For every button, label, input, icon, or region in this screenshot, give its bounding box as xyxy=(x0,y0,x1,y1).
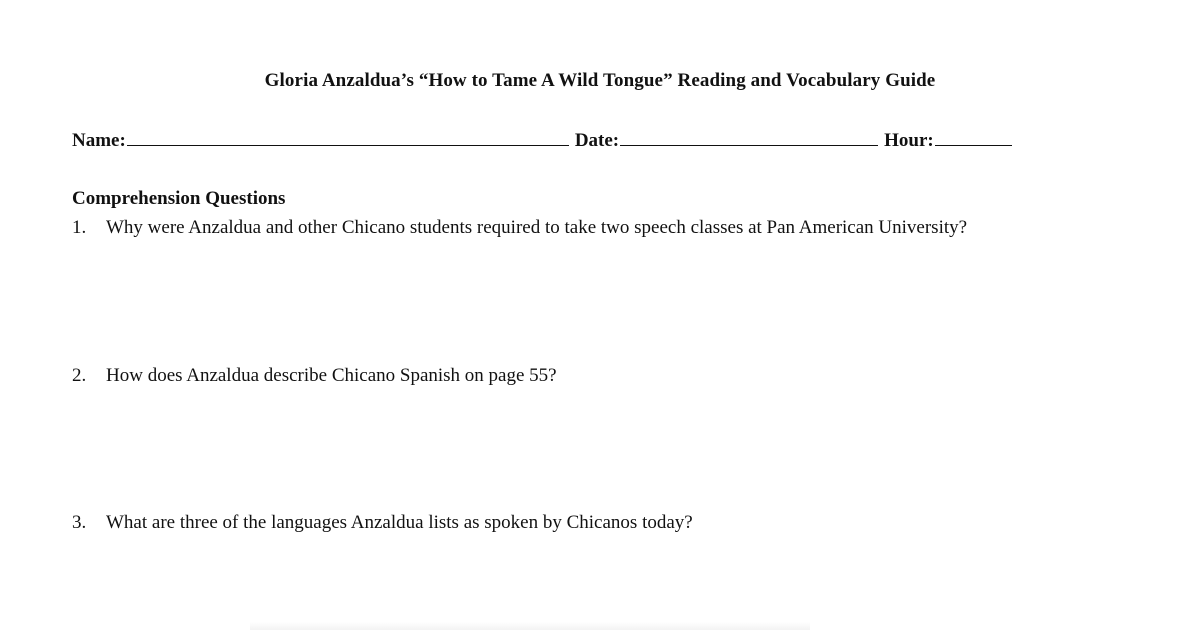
name-field xyxy=(72,129,569,152)
name-label: Name: xyxy=(72,130,126,151)
question-number: 1. xyxy=(72,217,87,238)
page-edge-fade xyxy=(250,622,810,630)
question-item xyxy=(72,217,967,239)
question-text: Why were Anzaldua and other Chicano students required to take two speech classes at Pan American University? xyxy=(106,217,968,238)
question-text: How does Anzaldua describe Chicano Spanish on page 55? xyxy=(106,365,557,386)
date-blank-line xyxy=(620,129,878,146)
name-blank-line xyxy=(127,129,569,146)
question-number: 2. xyxy=(72,365,87,386)
date-field xyxy=(575,129,878,152)
hour-field xyxy=(884,129,1012,152)
hour-label: Hour: xyxy=(884,130,934,151)
question-item xyxy=(72,512,693,534)
question-number: 3. xyxy=(72,512,87,533)
hour-blank-line xyxy=(935,129,1012,146)
date-label: Date: xyxy=(574,130,620,151)
section-heading: Comprehension Questions xyxy=(72,188,286,209)
student-info-fields xyxy=(72,129,1012,152)
question-text: What are three of the languages Anzaldua lists as spoken by Chicanos today? xyxy=(106,512,693,533)
document-title: Gloria Anzaldua’s “How to Tame A Wild Tongue” Reading and Vocabulary Guide xyxy=(264,70,936,91)
question-item xyxy=(72,365,557,387)
